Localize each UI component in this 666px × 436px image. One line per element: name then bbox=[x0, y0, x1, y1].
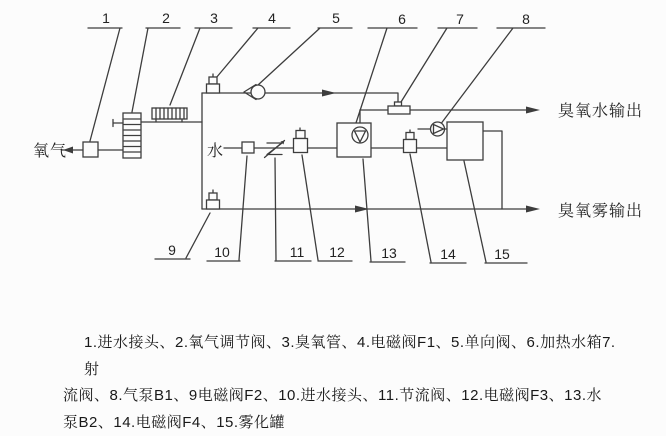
callout-5: 5 bbox=[332, 10, 340, 26]
ozone-line-arrow bbox=[322, 90, 336, 97]
jet-valve-7 bbox=[388, 102, 410, 114]
ozone-water-out-label: 臭氧水输出 bbox=[558, 102, 643, 120]
callout-2: 2 bbox=[162, 10, 170, 26]
water-pump-b2-13 bbox=[352, 127, 368, 143]
inlet-connector-1 bbox=[83, 142, 98, 157]
legend-line-1: 1.进水接头、2.氧气调节阀、3.臭氧管、4.电磁阀F1、5.单向阀、6.加热水箱7.射 bbox=[63, 330, 623, 383]
callout-13: 13 bbox=[381, 245, 397, 261]
water-inlet-connector-10 bbox=[242, 142, 254, 153]
mist-out-arrow bbox=[526, 206, 540, 213]
callout-8: 8 bbox=[522, 11, 530, 27]
component-legend bbox=[63, 330, 623, 436]
callout-14: 14 bbox=[440, 246, 456, 262]
callout-15: 15 bbox=[494, 246, 510, 262]
callout-4: 4 bbox=[268, 10, 276, 26]
oxygen-inlet-label: 氧气 bbox=[33, 142, 67, 160]
solenoid-valve-f2-9 bbox=[207, 190, 220, 209]
callout-7: 7 bbox=[456, 11, 464, 27]
callout-9: 9 bbox=[168, 242, 176, 258]
legend-line-2: 流阀、8.气泵B1、9电磁阀F2、10.进水接头、11.节流阀、12.电磁阀F3、13.水 bbox=[63, 383, 623, 410]
callout-11: 11 bbox=[290, 244, 305, 260]
callout-6: 6 bbox=[398, 11, 406, 27]
water-inlet-label: 水 bbox=[207, 142, 224, 160]
air-pump-b1-8 bbox=[431, 122, 445, 136]
atomizing-tank-15 bbox=[447, 122, 483, 160]
solenoid-valve-f1-4 bbox=[207, 74, 220, 93]
ozone-tube-3 bbox=[152, 108, 187, 122]
check-valve-5 bbox=[244, 85, 265, 100]
callout-10: 10 bbox=[214, 244, 230, 260]
water-out-arrow bbox=[526, 107, 540, 114]
callout-3: 3 bbox=[210, 10, 218, 26]
legend-line-3: 泵B2、14.电磁阀F4、15.雾化罐 bbox=[63, 410, 623, 436]
oxygen-regulating-valve-2 bbox=[113, 113, 141, 158]
callout-1: 1 bbox=[102, 10, 110, 26]
solenoid-valve-f4-14 bbox=[404, 130, 417, 153]
solenoid-valve-f3-12 bbox=[294, 128, 308, 153]
throttle-valve-11 bbox=[265, 141, 285, 158]
heating-water-tank-6 bbox=[337, 123, 371, 157]
callout-12: 12 bbox=[329, 244, 345, 260]
ozone-mist-out-label: 臭氧雾输出 bbox=[558, 202, 643, 220]
